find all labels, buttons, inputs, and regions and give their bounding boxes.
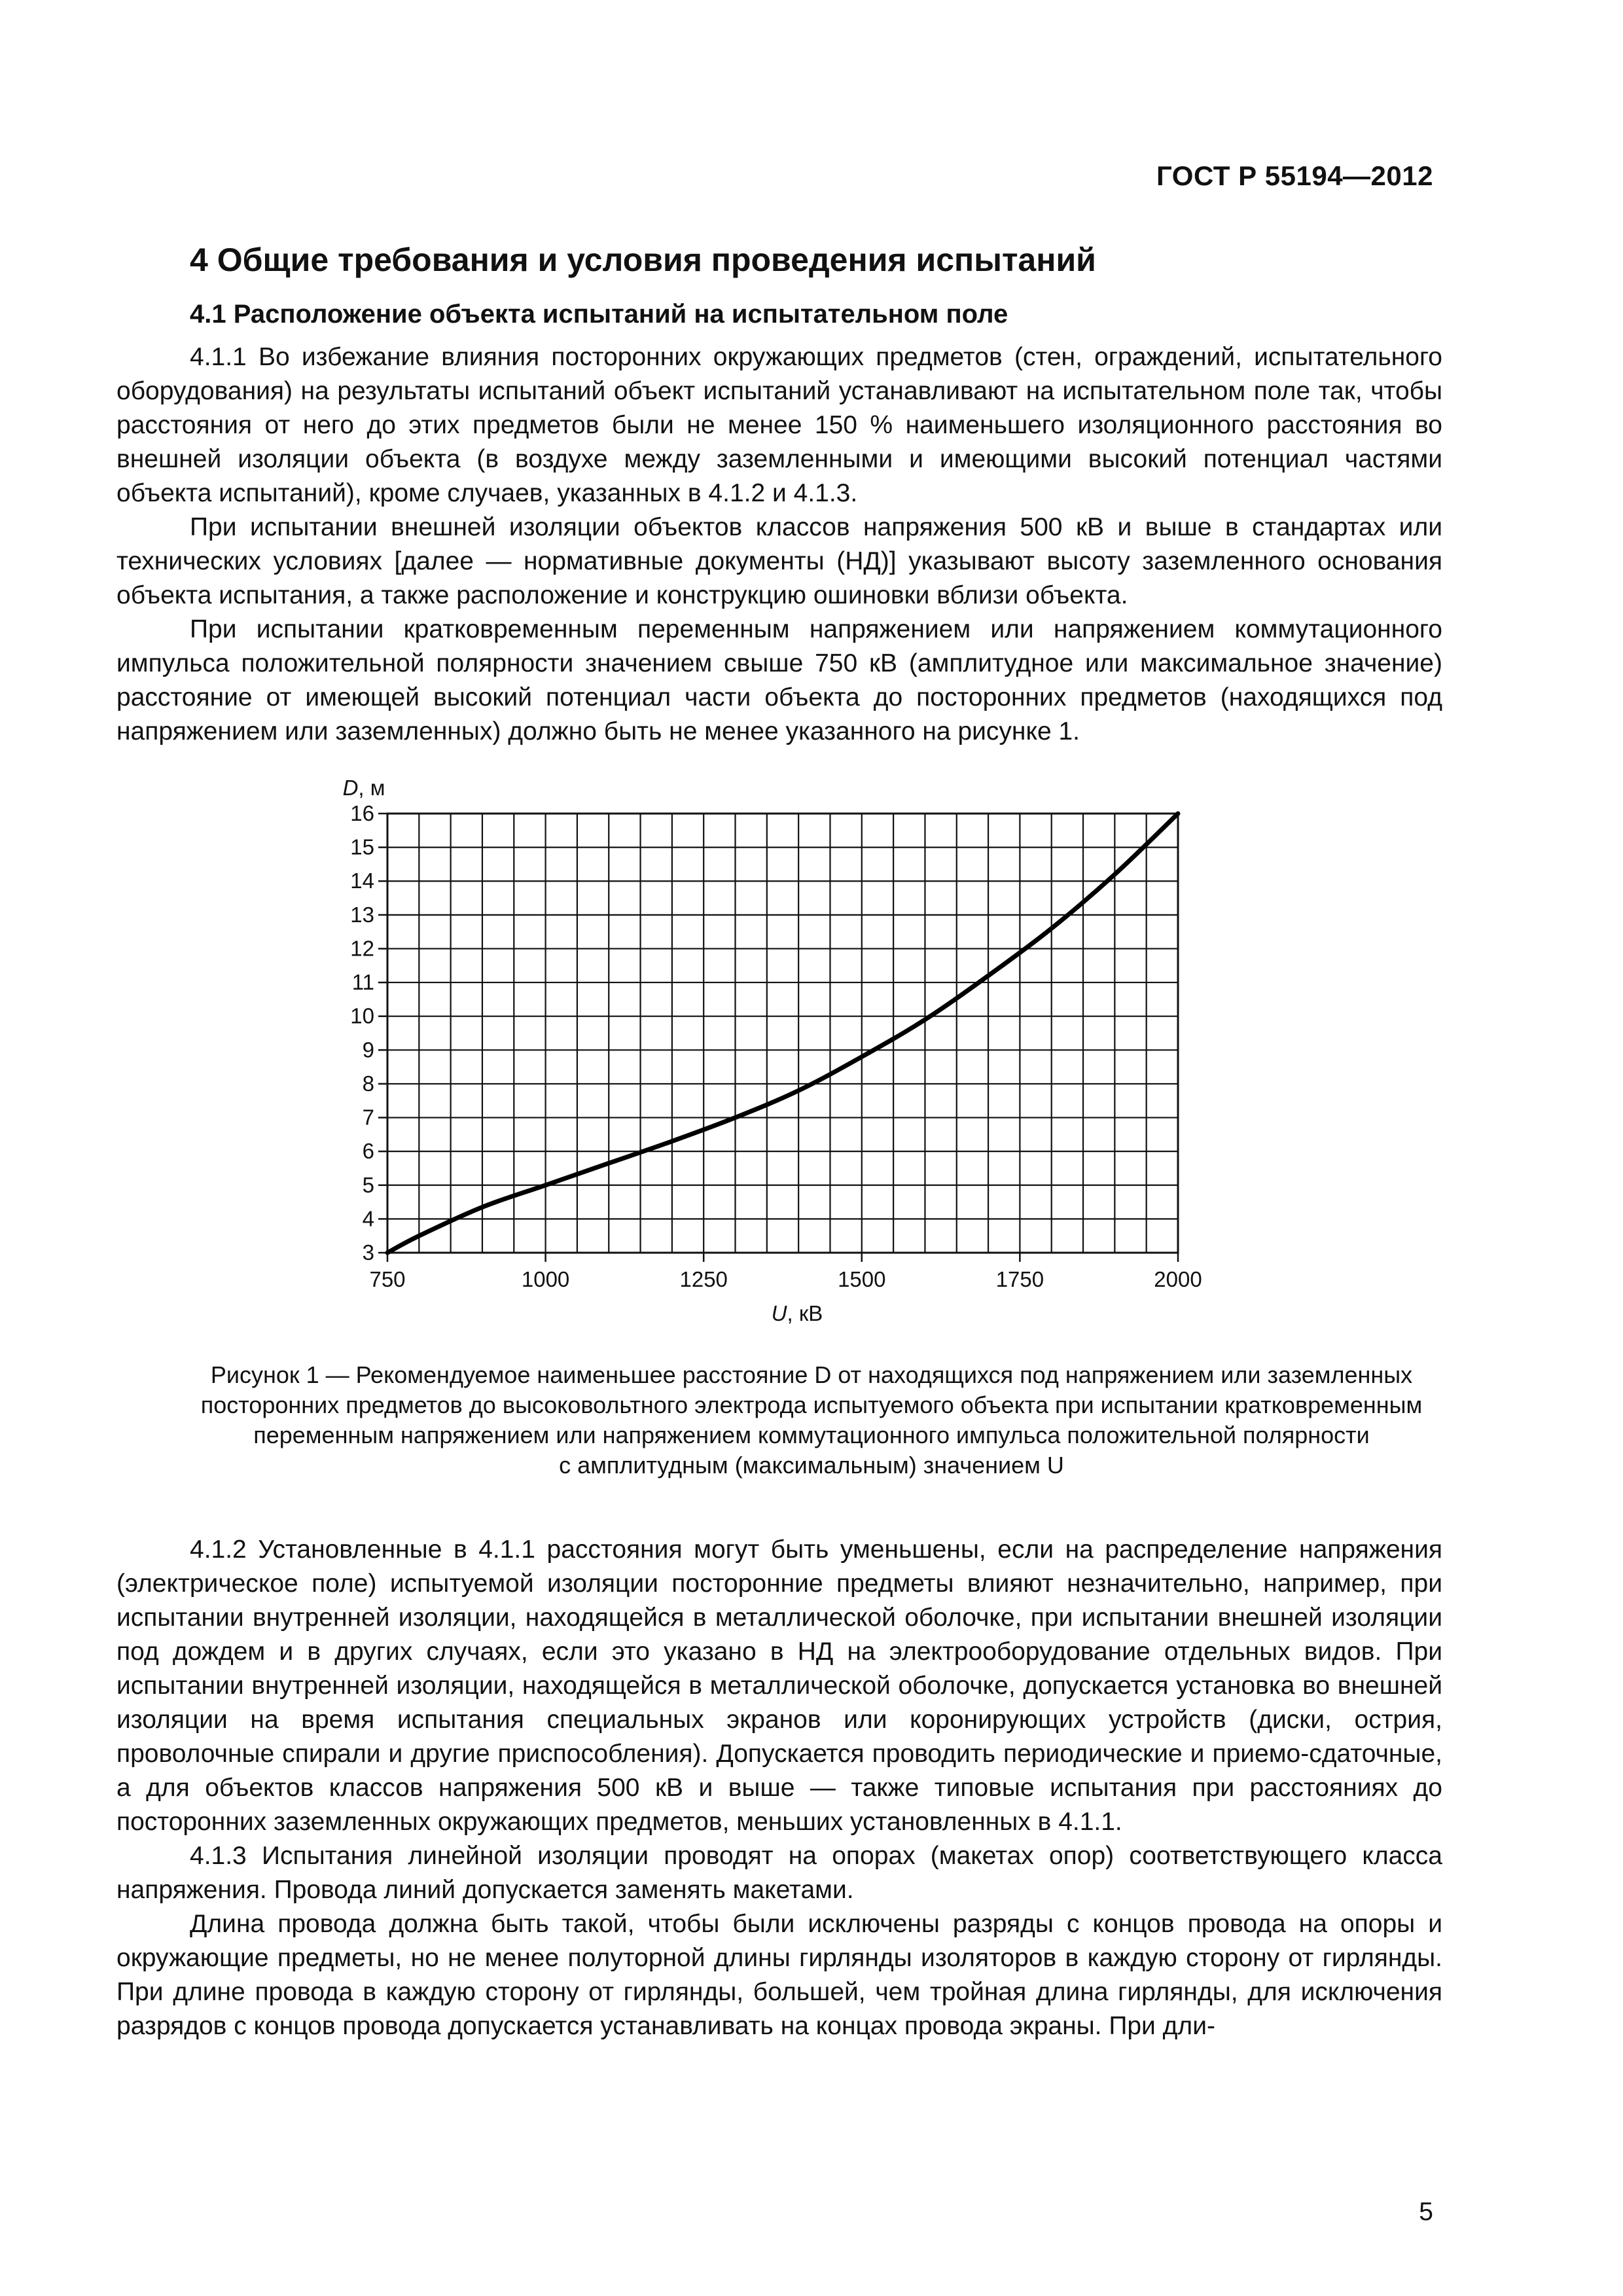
- body-text-top: [116, 340, 1442, 749]
- caption-line: Рисунок 1 — Рекомендуемое наименьшее расстояние D от находящихся под напряжением или заземленных: [210, 1361, 1413, 1388]
- y-tick-label: 14: [350, 869, 374, 893]
- y-tick-label: 7: [362, 1105, 374, 1130]
- series-line: [387, 814, 1178, 1253]
- subsection-title: 4.1 Расположение объекта испытаний на испытательном поле: [190, 300, 1008, 329]
- distance-voltage-chart: [0, 753, 1623, 1342]
- x-tick-label: 1500: [838, 1267, 886, 1291]
- figure-1: [0, 753, 1623, 1342]
- chart-series: [387, 814, 1178, 1253]
- x-axis-label: U, кВ: [771, 1301, 823, 1325]
- caption-line: посторонних предметов до высоковольтного электрода испытуемого объекта при испытании кратковременным: [200, 1391, 1423, 1418]
- paragraph: При испытании кратковременным переменным напряжением или напряжением коммутационного импульса положительной полярности значением свыше 750 кВ (амплитудное или максимальное значение) расстояние от имеющей высокий потенциал части объекта до посторонних предметов (находящихся под напряжением или заземленных) должно быть не менее указанного на рисунке 1.: [116, 615, 1442, 745]
- y-tick-label: 15: [350, 834, 374, 859]
- y-tick-label: 10: [350, 1003, 374, 1028]
- paragraph: 4.1.1 Во избежание влияния посторонних окружающих предметов (стен, ограждений, испытательного оборудования) на результаты испытаний объект испытаний устанавливают на испытательном поле так, чтобы расстояния от него до этих предметов были не менее 150 % наименьшего изоляционного расстояния во внешней изоляции объекта (в воздухе между заземленными и имеющими высокий потенциал частями объекта испытаний), кроме случаев, указанных в 4.1.2 и 4.1.3.: [116, 343, 1442, 507]
- y-tick-label: 8: [362, 1071, 374, 1096]
- page-number: 5: [1419, 2198, 1433, 2226]
- y-tick-label: 3: [362, 1240, 374, 1265]
- document-code: ГОСТ Р 55194—2012: [1156, 160, 1433, 191]
- plot-frame: [387, 814, 1178, 1253]
- chart-grid: [387, 814, 1178, 1253]
- paragraph: При испытании внешней изоляции объектов классов напряжения 500 кВ и выше в стандартах или технических условиях [далее — нормативные документы (НД)] указывают высоту заземленного основания объекта испытания, а также расположение и конструкцию ошиновки вблизи объекта.: [116, 513, 1442, 609]
- x-tick-label: 1000: [521, 1267, 570, 1291]
- x-tick-label: 1750: [995, 1267, 1044, 1291]
- body-text-bottom: [116, 1533, 1442, 2043]
- paragraph: 4.1.2 Установленные в 4.1.1 расстояния могут быть уменьшены, если на распределение напряжения (электрическое поле) испытуемой изоляции посторонние предметы влияют незначительно, например, при испытании внутренней изоляции, находящейся в металлической оболочке, при испытании внешней изоляции под дождем и в других случаях, если это указано в НД на электрооборудование отдельных видов. При испытании внутренней изоляции, находящейся в металлической оболочке, допускается установка во внешней изоляции на время испытания специальных экранов или коронирующих устройств (диски, острия, проволочные спирали и другие приспособления). Допускается проводить периодические и приемо-сдаточные, а для объектов классов напряжения 500 кВ и выше — также типовые испытания при расстояниях до посторонних заземленных окружающих предметов, меньших установленных в 4.1.1.: [116, 1535, 1442, 1836]
- y-tick-label: 12: [350, 936, 374, 961]
- y-tick-label: 13: [350, 902, 374, 927]
- caption-line: с амплитудным (максимальным) значением U: [559, 1452, 1064, 1479]
- caption-line: переменным напряжением или напряжением коммутационного импульса положительной полярности: [253, 1422, 1370, 1448]
- x-tick-label: 1250: [679, 1267, 728, 1291]
- section-title: 4 Общие требования и условия проведения испытаний: [190, 242, 1096, 278]
- paragraph: 4.1.3 Испытания линейной изоляции проводят на опорах (макетах опор) соответствующего класса напряжения. Провода линий допускается заменять макетами.: [116, 1842, 1442, 1904]
- y-tick-label: 6: [362, 1139, 374, 1164]
- y-tick-label: 11: [351, 970, 374, 995]
- y-tick-label: 4: [362, 1206, 374, 1231]
- y-axis-label: D, м: [342, 776, 385, 800]
- x-tick-label: 750: [369, 1267, 406, 1291]
- y-tick-label: 16: [350, 801, 374, 825]
- paragraph: Длина провода должна быть такой, чтобы были исключены разряды с концов провода на опоры и окружающие предметы, но не менее полуторной длины гирлянды изоляторов в каждую сторону от гирлянды. При длине провода в каждую сторону от гирлянды, большей, чем тройная длина гирлянды, для исключения разрядов с концов провода допускается устанавливать на концах провода экраны. При дли-: [116, 1910, 1442, 2040]
- y-tick-label: 5: [362, 1172, 374, 1197]
- y-tick-label: 9: [362, 1037, 374, 1062]
- figure-caption: [131, 1360, 1492, 1480]
- x-tick-label: 2000: [1154, 1267, 1202, 1291]
